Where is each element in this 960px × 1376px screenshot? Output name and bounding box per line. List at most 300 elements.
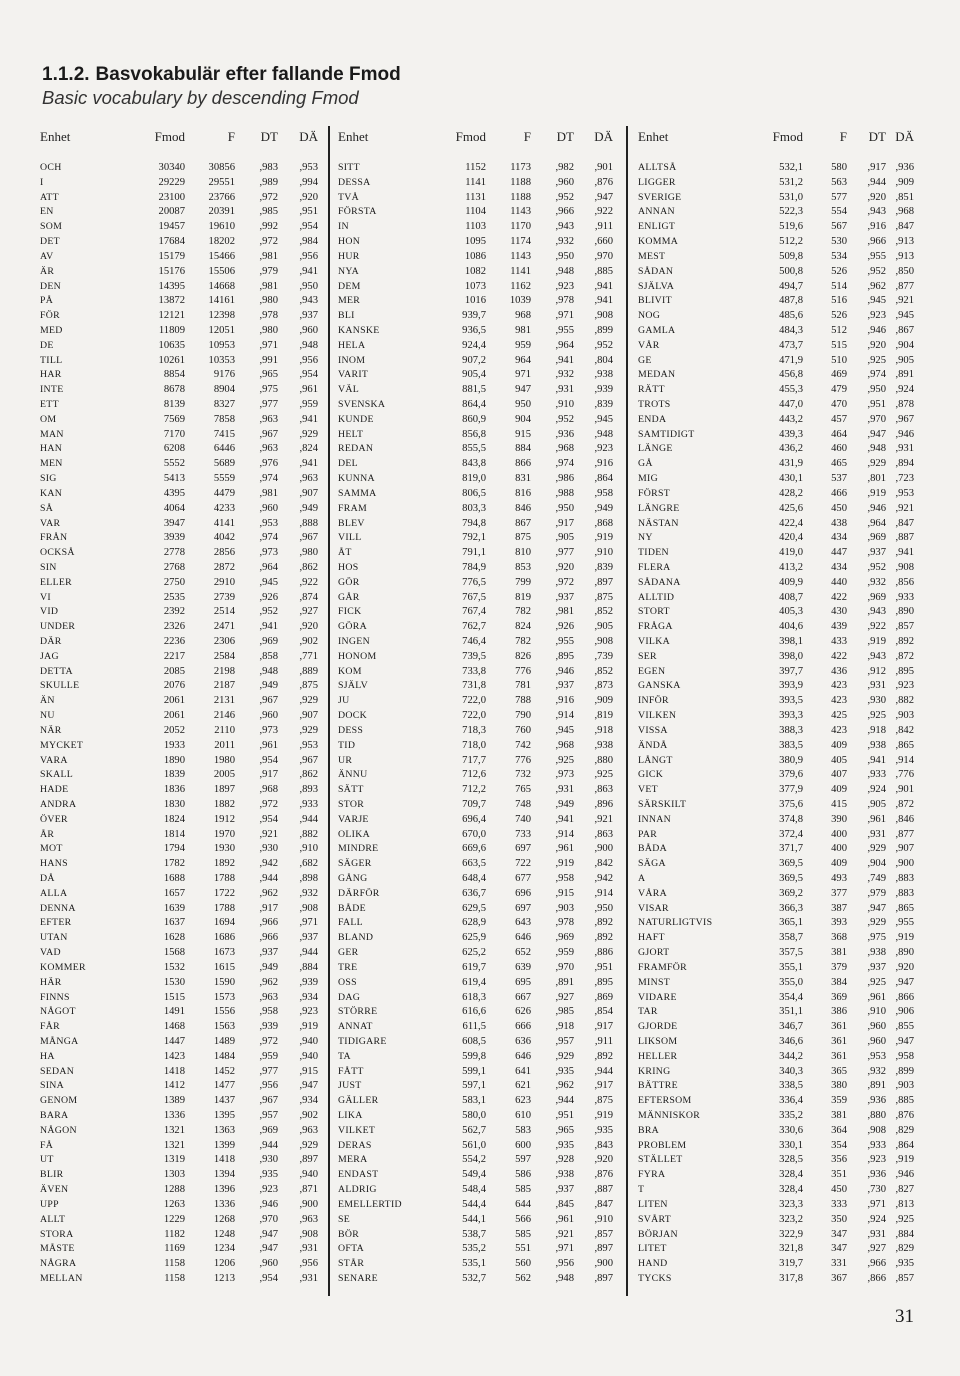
table-row xyxy=(638,768,917,783)
cell-f: 959 xyxy=(515,339,531,351)
cell-dt: ,963 xyxy=(259,991,278,1003)
cell-fmod: 2768 xyxy=(163,561,185,573)
cell-f: 4042 xyxy=(213,532,235,544)
cell-enhet: OM xyxy=(40,413,57,425)
cell-fmod: 319,7 xyxy=(779,1258,803,1270)
cell-da: ,886 xyxy=(594,947,613,959)
cell-f: 361 xyxy=(831,1021,847,1033)
cell-f: 2198 xyxy=(213,665,235,677)
cell-da: ,869 xyxy=(594,991,613,1003)
table-row xyxy=(338,828,621,843)
cell-f: 1396 xyxy=(213,1184,235,1196)
cell-enhet: BÖR xyxy=(338,1228,360,1240)
cell-enhet: HAN xyxy=(40,443,63,455)
cell-enhet: BLIR xyxy=(40,1169,64,1181)
cell-da: ,913 xyxy=(895,250,914,262)
cell-f: 384 xyxy=(831,976,847,988)
cell-f: 621 xyxy=(515,1080,531,1092)
cell-fmod: 372,4 xyxy=(779,828,803,840)
cell-fmod: 443,2 xyxy=(779,413,803,425)
cell-f: 423 xyxy=(831,724,847,736)
cell-fmod: 1263 xyxy=(163,1198,185,1210)
cell-dt: ,945 xyxy=(867,295,886,307)
cell-fmod: 1389 xyxy=(163,1095,185,1107)
cell-enhet: VILKET xyxy=(338,1124,376,1136)
cell-enhet: FÖRSTA xyxy=(338,206,377,218)
cell-da: ,891 xyxy=(895,369,914,381)
cell-f: 819 xyxy=(515,591,531,603)
cell-f: 29551 xyxy=(208,176,235,188)
cell-fmod: 1131 xyxy=(465,191,486,203)
cell-enhet: DERAS xyxy=(338,1139,372,1151)
table-row xyxy=(338,1094,621,1109)
cell-enhet: GÅR xyxy=(338,591,360,603)
cell-da: ,904 xyxy=(895,339,914,351)
table-row xyxy=(638,1168,917,1183)
cell-da: ,911 xyxy=(594,221,613,233)
cell-fmod: 393,5 xyxy=(779,695,803,707)
table-row xyxy=(638,294,917,309)
table-column-2 xyxy=(338,126,621,1296)
cell-da: ,963 xyxy=(299,473,318,485)
cell-enhet: VID xyxy=(40,606,59,618)
table-row xyxy=(638,457,917,472)
cell-da: ,949 xyxy=(594,502,613,514)
cell-fmod: 512,2 xyxy=(779,236,803,248)
cell-da: ,847 xyxy=(594,1198,613,1210)
cell-dt: ,979 xyxy=(259,265,278,277)
table-row xyxy=(638,1153,917,1168)
cell-dt: ,919 xyxy=(555,858,574,870)
cell-fmod: 2326 xyxy=(163,621,185,633)
cell-enhet: SVÅRT xyxy=(638,1213,672,1225)
cell-fmod: 939,7 xyxy=(462,310,486,322)
cell-enhet: I xyxy=(40,176,44,188)
cell-dt: ,970 xyxy=(867,413,886,425)
cell-fmod: 354,4 xyxy=(779,991,803,1003)
cell-dt: ,980 xyxy=(259,295,278,307)
cell-enhet: PÅ xyxy=(40,295,54,307)
cell-dt: ,956 xyxy=(555,1258,574,1270)
cell-fmod: 1321 xyxy=(163,1139,185,1151)
cell-f: 1213 xyxy=(213,1272,235,1284)
header-da: DÄ xyxy=(895,129,914,144)
cell-da: ,899 xyxy=(895,1065,914,1077)
cell-dt: ,925 xyxy=(867,710,886,722)
cell-da: ,925 xyxy=(594,769,613,781)
cell-fmod: 17684 xyxy=(158,236,185,248)
cell-enhet: ÖVER xyxy=(40,813,68,825)
cell-f: 1882 xyxy=(213,798,235,810)
cell-dt: ,946 xyxy=(555,665,574,677)
section-title-english: Basic vocabulary by descending Fmod xyxy=(42,87,359,108)
cell-fmod: 611,5 xyxy=(462,1021,486,1033)
cell-fmod: 2076 xyxy=(163,680,185,692)
table-row xyxy=(338,902,621,917)
cell-enhet: GE xyxy=(638,354,652,366)
table-row xyxy=(638,1272,917,1287)
cell-enhet: INGEN xyxy=(338,636,370,647)
cell-f: 2005 xyxy=(213,769,235,781)
cell-enhet: INOM xyxy=(338,354,366,366)
cell-fmod: 794,8 xyxy=(462,517,486,529)
cell-da: ,910 xyxy=(594,1213,613,1225)
table-row xyxy=(40,517,325,532)
cell-enhet: ENDAST xyxy=(338,1169,379,1181)
cell-fmod: 599,1 xyxy=(462,1065,486,1077)
cell-da: ,947 xyxy=(594,191,613,203)
cell-da: ,871 xyxy=(299,1184,318,1196)
table-header xyxy=(40,126,325,148)
table-row xyxy=(638,946,917,961)
cell-f: 361 xyxy=(831,1035,847,1047)
table-row xyxy=(638,591,917,606)
cell-enhet: FRÅN xyxy=(40,532,68,544)
cell-fmod: 535,1 xyxy=(462,1258,486,1270)
table-row xyxy=(638,280,917,295)
table-row xyxy=(638,339,917,354)
cell-f: 331 xyxy=(831,1258,847,1270)
table-row xyxy=(338,576,621,591)
cell-da: ,682 xyxy=(299,858,318,870)
cell-fmod: 366,3 xyxy=(779,902,803,914)
cell-fmod: 1073 xyxy=(464,280,486,292)
cell-fmod: 1418 xyxy=(163,1065,185,1077)
cell-dt: ,905 xyxy=(555,532,574,544)
cell-da: ,867 xyxy=(895,324,914,336)
cell-enhet: OFTA xyxy=(338,1243,364,1255)
cell-da: ,895 xyxy=(895,665,914,677)
table-row xyxy=(638,265,917,280)
cell-enhet: INFÖR xyxy=(638,695,669,707)
cell-da: ,829 xyxy=(895,1243,914,1255)
cell-enhet: VAR xyxy=(40,517,61,529)
table-row xyxy=(338,916,621,931)
cell-dt: ,962 xyxy=(259,887,278,899)
cell-fmod: 328,4 xyxy=(779,1184,803,1196)
cell-dt: ,950 xyxy=(867,384,886,396)
cell-fmod: 776,5 xyxy=(462,576,486,588)
table-row xyxy=(40,398,325,413)
cell-f: 430 xyxy=(831,606,847,618)
cell-fmod: 365,1 xyxy=(779,917,803,929)
cell-f: 436 xyxy=(831,665,847,677)
cell-f: 1673 xyxy=(213,947,235,959)
cell-dt: ,968 xyxy=(259,784,278,796)
cell-da: ,813 xyxy=(895,1198,914,1210)
cell-da: ,893 xyxy=(299,784,318,796)
cell-dt: ,953 xyxy=(867,1050,886,1062)
cell-da: ,880 xyxy=(594,754,613,766)
cell-enhet: STORA xyxy=(40,1228,74,1240)
cell-f: 15506 xyxy=(208,265,235,277)
cell-da: ,885 xyxy=(895,1095,914,1107)
cell-f: 875 xyxy=(515,532,531,544)
cell-enhet: DESSA xyxy=(338,176,371,188)
cell-enhet: BLEV xyxy=(338,517,365,529)
cell-da: ,847 xyxy=(895,221,914,233)
cell-enhet: OLIKA xyxy=(338,828,370,840)
table-row xyxy=(638,1005,917,1020)
cell-dt: ,988 xyxy=(555,487,574,499)
cell-fmod: 355,0 xyxy=(779,976,803,988)
cell-enhet: EMELLERTID xyxy=(338,1198,402,1210)
table-row xyxy=(338,813,621,828)
cell-da: ,914 xyxy=(895,754,914,766)
cell-dt: ,895 xyxy=(555,650,574,662)
cell-fmod: 1515 xyxy=(163,991,185,1003)
cell-dt: ,961 xyxy=(259,739,278,751)
cell-f: 415 xyxy=(831,798,847,810)
cell-dt: ,969 xyxy=(555,932,574,944)
cell-da: ,851 xyxy=(895,191,914,203)
cell-enhet: GANSKA xyxy=(638,680,681,692)
cell-f: 816 xyxy=(515,487,531,499)
table-row xyxy=(40,887,325,902)
cell-enhet: ÄR xyxy=(40,265,55,277)
table-row xyxy=(338,605,621,620)
cell-fmod: 8139 xyxy=(163,399,185,410)
table-row xyxy=(40,176,325,191)
cell-fmod: 843,8 xyxy=(462,458,486,470)
cell-fmod: 369,5 xyxy=(779,873,803,884)
cell-da: ,901 xyxy=(895,784,914,796)
cell-enhet: SAMTIDIGT xyxy=(638,428,695,440)
table-header xyxy=(638,126,917,148)
cell-enhet: HÄR xyxy=(40,976,62,988)
cell-fmod: 2392 xyxy=(163,606,185,618)
table-row xyxy=(40,946,325,961)
cell-enhet: FINNS xyxy=(40,991,70,1003)
cell-enhet: BARA xyxy=(40,1110,69,1121)
cell-fmod: 663,5 xyxy=(462,858,486,870)
cell-fmod: 20087 xyxy=(158,206,185,218)
cell-fmod: 12121 xyxy=(158,310,185,322)
cell-enhet: ÅT xyxy=(338,547,352,559)
cell-enhet: FYRA xyxy=(638,1169,666,1181)
cell-f: 333 xyxy=(831,1198,847,1210)
cell-dt: ,938 xyxy=(867,739,886,751)
cell-dt: ,976 xyxy=(259,458,278,470)
cell-enhet: REDAN xyxy=(338,443,374,455)
cell-f: 677 xyxy=(515,873,531,884)
table-row xyxy=(40,561,325,576)
cell-f: 782 xyxy=(515,636,531,647)
cell-enhet: IN xyxy=(338,221,349,233)
cell-dt: ,921 xyxy=(259,828,278,840)
cell-dt: ,917 xyxy=(867,162,886,173)
cell-f: 646 xyxy=(515,1050,531,1062)
cell-fmod: 1782 xyxy=(163,858,185,870)
cell-f: 422 xyxy=(831,591,847,603)
table-row xyxy=(40,161,325,176)
cell-f: 639 xyxy=(515,961,531,973)
cell-enhet: ALLTSÅ xyxy=(638,162,677,173)
cell-da: ,967 xyxy=(895,413,914,425)
table-row xyxy=(338,1035,621,1050)
cell-fmod: 29229 xyxy=(158,176,185,188)
cell-enhet: STÖRRE xyxy=(338,1006,378,1018)
cell-fmod: 1491 xyxy=(163,1006,185,1018)
cell-da: ,937 xyxy=(299,932,318,944)
cell-da: ,984 xyxy=(299,236,318,248)
cell-f: 2187 xyxy=(213,680,235,692)
cell-f: 697 xyxy=(515,902,531,914)
cell-enhet: FLERA xyxy=(638,561,671,573)
table-row xyxy=(40,813,325,828)
cell-dt: ,969 xyxy=(259,1124,278,1136)
cell-fmod: 1639 xyxy=(163,902,185,914)
cell-dt: ,926 xyxy=(555,621,574,633)
cell-da: ,967 xyxy=(299,754,318,766)
cell-f: 760 xyxy=(515,724,531,736)
cell-f: 799 xyxy=(515,576,531,588)
cell-da: ,846 xyxy=(895,813,914,825)
cell-f: 1615 xyxy=(213,961,235,973)
cell-dt: ,935 xyxy=(259,1169,278,1181)
cell-enhet: MERA xyxy=(338,1154,368,1166)
table-row xyxy=(638,1020,917,1035)
cell-da: ,913 xyxy=(895,236,914,248)
cell-dt: ,928 xyxy=(555,1154,574,1166)
table-row xyxy=(40,502,325,517)
cell-f: 947 xyxy=(515,384,531,396)
table-row xyxy=(638,991,917,1006)
cell-fmod: 1086 xyxy=(464,250,486,262)
cell-fmod: 431,9 xyxy=(779,458,803,470)
cell-fmod: 548,4 xyxy=(462,1184,486,1196)
cell-da: ,956 xyxy=(299,1258,318,1270)
cell-fmod: 718,3 xyxy=(462,724,486,736)
cell-f: 1234 xyxy=(213,1243,235,1255)
cell-enhet: BÅDE xyxy=(338,902,366,914)
cell-dt: ,969 xyxy=(867,532,886,544)
table-row xyxy=(638,916,917,931)
cell-f: 369 xyxy=(831,991,847,1003)
cell-fmod: 792,1 xyxy=(462,532,486,544)
cell-f: 390 xyxy=(831,813,847,825)
cell-f: 826 xyxy=(515,650,531,662)
cell-enhet: MINDRE xyxy=(338,843,379,855)
table-row xyxy=(338,1050,621,1065)
cell-dt: ,912 xyxy=(867,665,886,677)
cell-da: ,910 xyxy=(299,843,318,855)
table-row xyxy=(40,428,325,443)
cell-enhet: TILL xyxy=(40,354,63,366)
table-row xyxy=(338,679,621,694)
cell-f: 1394 xyxy=(213,1169,235,1181)
cell-dt: ,962 xyxy=(555,1080,574,1092)
table-row xyxy=(40,591,325,606)
cell-enhet: BLIVIT xyxy=(638,295,672,307)
cell-f: 2110 xyxy=(214,724,235,736)
cell-enhet: FÅR xyxy=(40,1021,60,1033)
cell-f: 15466 xyxy=(208,250,235,262)
cell-enhet: UNDER xyxy=(40,621,76,633)
cell-dt: ,977 xyxy=(555,547,574,559)
table-row xyxy=(40,1213,325,1228)
cell-da: ,866 xyxy=(895,991,914,1003)
cell-enhet: MEDAN xyxy=(638,369,676,381)
table-row xyxy=(638,1257,917,1272)
cell-fmod: 580,0 xyxy=(462,1110,486,1121)
cell-fmod: 1794 xyxy=(163,843,185,855)
cell-dt: ,935 xyxy=(555,1065,574,1077)
table-row xyxy=(638,679,917,694)
cell-dt: ,978 xyxy=(555,917,574,929)
cell-da: ,922 xyxy=(299,576,318,588)
cell-fmod: 335,2 xyxy=(779,1110,803,1121)
table-row xyxy=(338,205,621,220)
cell-dt: ,947 xyxy=(867,902,886,914)
table-row xyxy=(638,561,917,576)
cell-enhet: MEST xyxy=(638,250,666,262)
cell-f: 567 xyxy=(831,221,847,233)
cell-dt: ,971 xyxy=(555,310,574,322)
cell-da: ,887 xyxy=(895,532,914,544)
table-row xyxy=(338,754,621,769)
cell-fmod: 10261 xyxy=(158,354,185,366)
cell-enhet: OCKSÅ xyxy=(40,547,75,559)
table-row xyxy=(638,1035,917,1050)
cell-f: 788 xyxy=(515,695,531,707)
cell-dt: ,982 xyxy=(555,162,574,173)
cell-f: 554 xyxy=(831,206,847,218)
cell-enhet: DEN xyxy=(40,280,62,292)
cell-dt: ,931 xyxy=(867,828,886,840)
cell-enhet: ENLIGT xyxy=(638,221,676,233)
cell-fmod: 484,3 xyxy=(779,324,803,336)
cell-f: 407 xyxy=(831,769,847,781)
table-row xyxy=(40,1257,325,1272)
cell-da: ,933 xyxy=(895,591,914,603)
table-row xyxy=(40,872,325,887)
cell-enhet: ÅR xyxy=(40,828,55,840)
table-column-1 xyxy=(40,126,325,1296)
table-row xyxy=(40,1139,325,1154)
cell-fmod: 1839 xyxy=(163,769,185,781)
cell-enhet: DENNA xyxy=(40,902,76,914)
cell-da: ,929 xyxy=(299,428,318,440)
table-row xyxy=(338,220,621,235)
table-row xyxy=(40,694,325,709)
cell-da: ,953 xyxy=(895,487,914,499)
cell-dt: ,936 xyxy=(867,1169,886,1181)
cell-fmod: 924,4 xyxy=(462,339,486,351)
cell-dt: ,891 xyxy=(555,976,574,988)
cell-enhet: DEL xyxy=(338,458,358,470)
cell-f: 781 xyxy=(515,680,531,692)
cell-f: 742 xyxy=(515,739,531,751)
cell-fmod: 806,5 xyxy=(462,487,486,499)
cell-fmod: 14395 xyxy=(158,280,185,292)
cell-fmod: 855,5 xyxy=(462,443,486,455)
table-row xyxy=(638,176,917,191)
cell-enhet: MAN xyxy=(40,428,64,440)
table-row xyxy=(638,857,917,872)
cell-fmod: 1447 xyxy=(163,1035,185,1047)
table-row xyxy=(40,457,325,472)
cell-da: ,890 xyxy=(895,606,914,618)
cell-enhet: VI xyxy=(40,591,51,603)
table-row xyxy=(638,1213,917,1228)
cell-enhet: HANS xyxy=(40,858,68,870)
cell-dt: ,947 xyxy=(867,428,886,440)
cell-fmod: 420,4 xyxy=(779,532,803,544)
cell-da: ,909 xyxy=(594,695,613,707)
cell-f: 409 xyxy=(831,858,847,870)
cell-da: ,944 xyxy=(594,1065,613,1077)
